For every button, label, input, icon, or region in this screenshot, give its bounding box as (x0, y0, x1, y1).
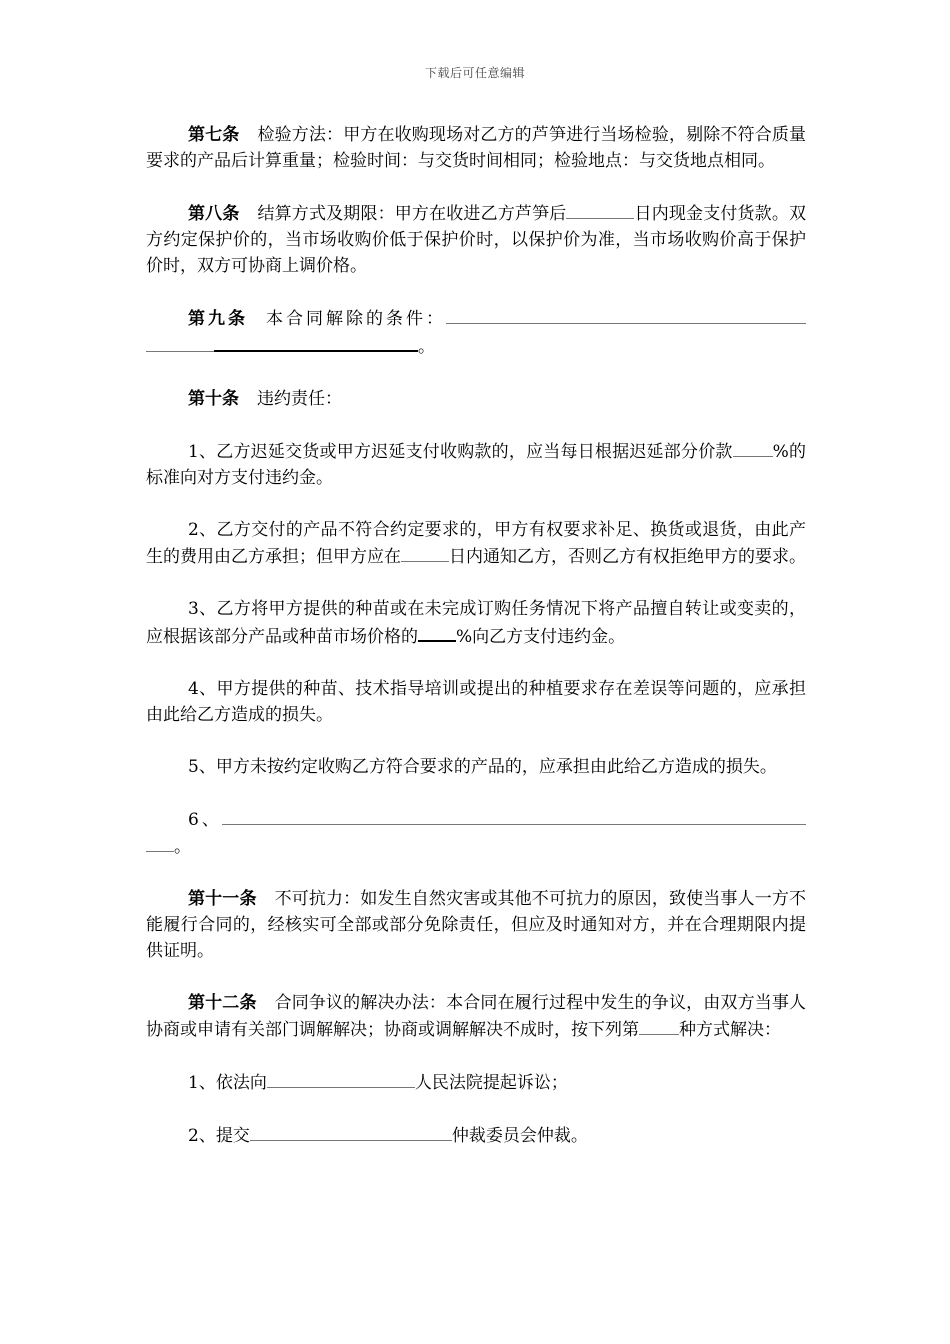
article-10-item-2 (146, 517, 806, 570)
article-10-item-3 (146, 596, 806, 650)
article-8 (146, 200, 806, 279)
article-9-title: 第九条 (188, 309, 248, 329)
article-10-item-4 (146, 676, 806, 728)
penalty-rate-blank[interactable] (733, 438, 773, 457)
article-12-title: 第十二条 (188, 993, 257, 1013)
item-6-text-b: 。 (174, 837, 191, 857)
article-9 (146, 305, 806, 360)
article-12-text-a: 合同争议的解决办法：本合同在履行过程中发生的争议，由双方当事人协商或申请有关部门调解解决；协商或调解解决不成时，按下列第 (146, 993, 807, 1040)
article-12-option-2 (146, 1122, 806, 1149)
court-name-blank[interactable] (267, 1069, 415, 1088)
option-2-text-b: 仲裁委员会仲裁。 (451, 1126, 588, 1146)
item-5-text: 5、甲方未按约定收购乙方符合要求的产品的，应承担由此给乙方造成的损失。 (188, 757, 777, 777)
article-12 (146, 990, 806, 1043)
item-2-text-a: 2、乙方交付的产品不符合约定要求的，甲方有权要求补足、换货或退货，由此产生的费用由乙方承担；但甲方应在 (146, 520, 806, 567)
article-11-title: 第十一条 (188, 889, 257, 909)
article-10 (146, 386, 806, 412)
arbitration-commission-blank[interactable] (250, 1122, 452, 1141)
article-7 (146, 122, 806, 174)
item-4-text: 4、甲方提供的种苗、技术指导培训或提出的种植要求存在差误等问题的，应承担由此给乙方造成的损失。 (146, 679, 806, 725)
article-10-title: 第十条 (188, 389, 239, 409)
transfer-penalty-blank[interactable] (418, 622, 456, 642)
article-10-item-6 (146, 806, 806, 860)
article-10-text: 违约责任： (257, 389, 342, 409)
contract-body (146, 122, 806, 1175)
article-12-text-b: 种方式解决： (679, 1020, 781, 1040)
article-10-item-5 (146, 754, 806, 780)
option-2-text-a: 2、提交 (188, 1126, 250, 1146)
article-7-title: 第七条 (188, 125, 240, 145)
article-11 (146, 886, 806, 964)
article-9-text-a: 本合同解除的条件： (266, 309, 446, 329)
settlement-days-blank[interactable] (566, 200, 634, 219)
item-2-text-b: 日内通知乙方，否则乙方有权拒绝甲方的要求。 (449, 547, 806, 567)
item-1-text-a: 1、乙方迟延交货或甲方迟延支付收购款的，应当每日根据迟延部分价款 (188, 442, 733, 462)
article-11-text: 不可抗力：如发生自然灾害或其他不可抗力的原因，致使当事人一方不能履行合同的，经核实可全部或部分免除责任，但应及时通知对方，并在合理期限内提供证明。 (146, 889, 807, 961)
item-3-text-a: 3、乙方将甲方提供的种苗或在未完成订购任务情况下将产品擅自转让或变卖的，应根据该部分产品或种苗市场价格的 (146, 599, 806, 647)
page-header: 下载后可任意编辑 (424, 66, 525, 80)
article-7-text: 检验方法：甲方在收购现场对乙方的芦笋进行当场检验，剔除不符合质量要求的产品后计算重量；检验时间：与交货时间相同；检验地点：与交货地点相同。 (146, 125, 807, 171)
option-1-text-a: 1、依法向 (188, 1073, 267, 1093)
notice-days-blank[interactable] (401, 543, 449, 562)
item-6-text-a: 6、 (188, 810, 222, 830)
termination-condition-blank-3[interactable] (214, 332, 418, 352)
termination-condition-blank-2[interactable] (146, 333, 214, 352)
resolution-method-blank-1[interactable] (639, 1016, 669, 1035)
other-liability-blank-2[interactable] (146, 833, 174, 852)
article-8-text-b: 日内现金支付货款。双方约定保护价的，当市场收购价低于保护价时，以保护价为准，当市场收购价高于保护价时，双方可协商上调价格。 (146, 204, 807, 276)
other-liability-blank-1[interactable] (222, 806, 806, 825)
article-10-item-1 (146, 438, 806, 491)
article-12-option-1 (146, 1069, 806, 1096)
item-1-text-b: %的标准向对方支付违约金。 (146, 442, 806, 488)
option-1-text-b: 人民法院提起诉讼； (414, 1073, 568, 1093)
article-9-text-b: 。 (418, 337, 435, 357)
article-8-title: 第八条 (188, 204, 240, 224)
item-3-text-b: %向乙方支付违约金。 (456, 627, 626, 647)
termination-condition-blank-1[interactable] (446, 305, 806, 324)
resolution-method-blank-2[interactable] (669, 1016, 679, 1035)
article-8-text-a: 结算方式及期限：甲方在收进乙方芦笋后 (257, 204, 567, 224)
